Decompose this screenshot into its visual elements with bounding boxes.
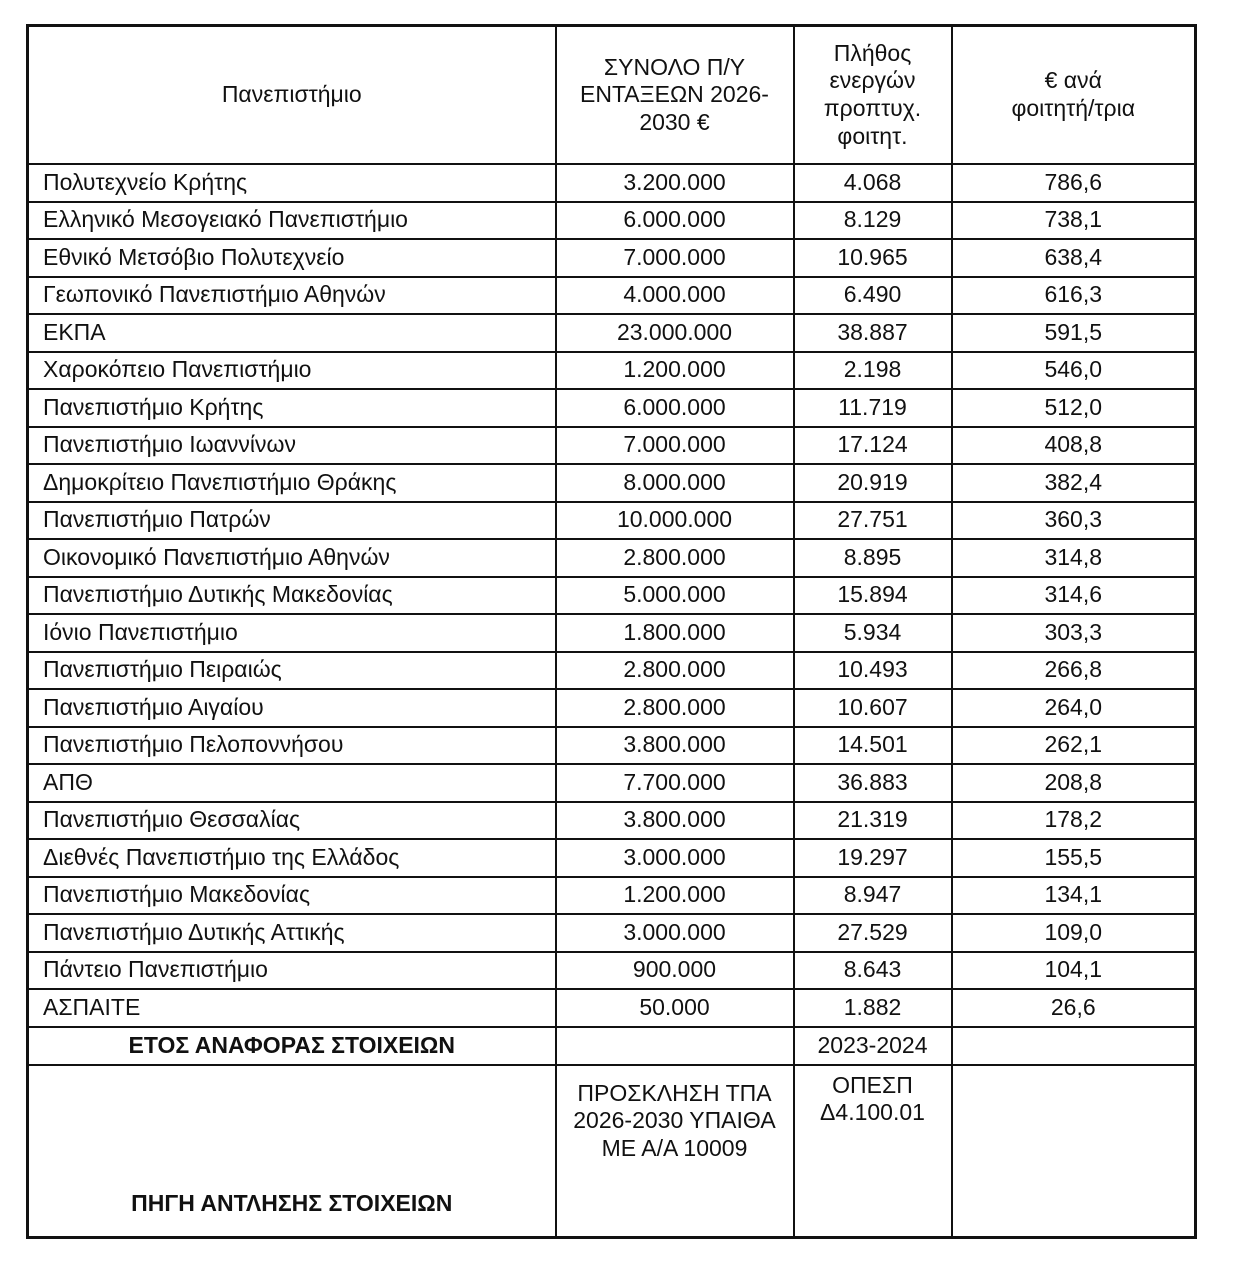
per-student-cell: 546,0 — [952, 352, 1196, 390]
total-budget-cell: 900.000 — [556, 952, 794, 990]
per-student-cell: 616,3 — [952, 277, 1196, 315]
university-name-cell: Πανεπιστήμιο Κρήτης — [28, 389, 556, 427]
table-row — [28, 652, 1196, 690]
table-row — [28, 877, 1196, 915]
students-cell: 10.607 — [794, 689, 952, 727]
table-row — [28, 464, 1196, 502]
university-name-cell: Πανεπιστήμιο Ιωαννίνων — [28, 427, 556, 465]
total-budget-cell: 7.000.000 — [556, 427, 794, 465]
students-cell: 4.068 — [794, 164, 952, 202]
table-row — [28, 239, 1196, 277]
students-cell: 27.529 — [794, 914, 952, 952]
table-row — [28, 914, 1196, 952]
students-cell: 8.129 — [794, 202, 952, 240]
per-student-cell: 109,0 — [952, 914, 1196, 952]
per-student-cell: 155,5 — [952, 839, 1196, 877]
per-student-cell: 303,3 — [952, 614, 1196, 652]
total-budget-cell: 3.800.000 — [556, 727, 794, 765]
total-budget-cell: 4.000.000 — [556, 277, 794, 315]
per-student-cell: 591,5 — [952, 314, 1196, 352]
total-budget-cell: 3.800.000 — [556, 802, 794, 840]
university-name-cell: Πανεπιστήμιο Δυτικής Αττικής — [28, 914, 556, 952]
per-student-cell: 314,8 — [952, 539, 1196, 577]
table-row — [28, 502, 1196, 540]
total-budget-cell: 2.800.000 — [556, 539, 794, 577]
students-cell: 14.501 — [794, 727, 952, 765]
per-student-cell: 266,8 — [952, 652, 1196, 690]
university-name-cell: Πανεπιστήμιο Θεσσαλίας — [28, 802, 556, 840]
per-student-cell: 262,1 — [952, 727, 1196, 765]
university-name-cell: Πανεπιστήμιο Μακεδονίας — [28, 877, 556, 915]
table-row — [28, 427, 1196, 465]
students-cell: 10.493 — [794, 652, 952, 690]
total-budget-cell: 1.200.000 — [556, 877, 794, 915]
table-row — [28, 314, 1196, 352]
data-source-label: ΠΗΓΗ ΑΝΤΛΗΣΗΣ ΣΤΟΙΧΕΙΩΝ — [28, 1065, 556, 1238]
per-student-cell: 134,1 — [952, 877, 1196, 915]
university-name-cell: ΑΠΘ — [28, 764, 556, 802]
per-student-cell: 408,8 — [952, 427, 1196, 465]
table-row — [28, 689, 1196, 727]
per-student-cell: 786,6 — [952, 164, 1196, 202]
university-name-cell: Πανεπιστήμιο Δυτικής Μακεδονίας — [28, 577, 556, 615]
data-source-empty-per-student — [952, 1065, 1196, 1238]
total-budget-cell: 6.000.000 — [556, 202, 794, 240]
total-budget-cell: 50.000 — [556, 989, 794, 1027]
total-budget-cell: 23.000.000 — [556, 314, 794, 352]
university-name-cell: Πάντειο Πανεπιστήμιο — [28, 952, 556, 990]
table-row — [28, 164, 1196, 202]
header-per-student: € ανά φοιτητή/τρια — [952, 26, 1196, 165]
students-cell: 8.947 — [794, 877, 952, 915]
per-student-cell: 208,8 — [952, 764, 1196, 802]
university-name-cell: Διεθνές Πανεπιστήμιο της Ελλάδος — [28, 839, 556, 877]
total-budget-cell: 2.800.000 — [556, 689, 794, 727]
students-cell: 8.643 — [794, 952, 952, 990]
per-student-cell: 360,3 — [952, 502, 1196, 540]
students-cell: 20.919 — [794, 464, 952, 502]
total-budget-cell: 7.000.000 — [556, 239, 794, 277]
reference-year-label: ΕΤΟΣ ΑΝΑΦΟΡΑΣ ΣΤΟΙΧΕΙΩΝ — [28, 1027, 556, 1065]
university-name-cell: Πανεπιστήμιο Πειραιώς — [28, 652, 556, 690]
table-row — [28, 577, 1196, 615]
per-student-cell: 512,0 — [952, 389, 1196, 427]
total-budget-cell: 8.000.000 — [556, 464, 794, 502]
students-cell: 11.719 — [794, 389, 952, 427]
table-row — [28, 989, 1196, 1027]
students-cell: 15.894 — [794, 577, 952, 615]
table-row — [28, 839, 1196, 877]
table-row — [28, 614, 1196, 652]
reference-year-empty-budget — [556, 1027, 794, 1065]
students-cell: 1.882 — [794, 989, 952, 1027]
header-students: Πλήθος ενεργών προπτυχ. φοιτητ. — [794, 26, 952, 165]
table-row — [28, 952, 1196, 990]
total-budget-cell: 2.800.000 — [556, 652, 794, 690]
data-source-students: ΟΠΕΣΠ Δ4.100.01 — [794, 1065, 952, 1238]
students-cell: 2.198 — [794, 352, 952, 390]
table-row — [28, 539, 1196, 577]
university-name-cell: Γεωπονικό Πανεπιστήμιο Αθηνών — [28, 277, 556, 315]
total-budget-cell: 6.000.000 — [556, 389, 794, 427]
total-budget-cell: 3.000.000 — [556, 839, 794, 877]
students-cell: 17.124 — [794, 427, 952, 465]
header-university: Πανεπιστήμιο — [28, 26, 556, 165]
reference-year-value: 2023-2024 — [794, 1027, 952, 1065]
per-student-cell: 178,2 — [952, 802, 1196, 840]
students-cell: 21.319 — [794, 802, 952, 840]
university-name-cell: Εθνικό Μετσόβιο Πολυτεχνείο — [28, 239, 556, 277]
table-row — [28, 277, 1196, 315]
total-budget-cell: 3.000.000 — [556, 914, 794, 952]
per-student-cell: 104,1 — [952, 952, 1196, 990]
per-student-cell: 738,1 — [952, 202, 1196, 240]
total-budget-cell: 7.700.000 — [556, 764, 794, 802]
students-cell: 5.934 — [794, 614, 952, 652]
table-row — [28, 764, 1196, 802]
students-cell: 6.490 — [794, 277, 952, 315]
table-row — [28, 389, 1196, 427]
university-name-cell: Χαροκόπειο Πανεπιστήμιο — [28, 352, 556, 390]
header-row — [28, 26, 1196, 165]
reference-year-empty-per-student — [952, 1027, 1196, 1065]
total-budget-cell: 1.800.000 — [556, 614, 794, 652]
table-row — [28, 202, 1196, 240]
per-student-cell: 314,6 — [952, 577, 1196, 615]
university-name-cell: ΕΚΠΑ — [28, 314, 556, 352]
students-cell: 38.887 — [794, 314, 952, 352]
students-cell: 27.751 — [794, 502, 952, 540]
university-name-cell: Πανεπιστήμιο Αιγαίου — [28, 689, 556, 727]
university-budget-table-container — [26, 24, 1197, 1239]
per-student-cell: 264,0 — [952, 689, 1196, 727]
header-total-budget: ΣΥΝΟΛΟ Π/Υ ΕΝΤΑΞΕΩΝ 2026- 2030 € — [556, 26, 794, 165]
table-row — [28, 727, 1196, 765]
students-cell: 36.883 — [794, 764, 952, 802]
per-student-cell: 638,4 — [952, 239, 1196, 277]
per-student-cell: 26,6 — [952, 989, 1196, 1027]
university-name-cell: Πανεπιστήμιο Πατρών — [28, 502, 556, 540]
table-row — [28, 352, 1196, 390]
university-name-cell: Ιόνιο Πανεπιστήμιο — [28, 614, 556, 652]
university-name-cell: Ελληνικό Μεσογειακό Πανεπιστήμιο — [28, 202, 556, 240]
total-budget-cell: 10.000.000 — [556, 502, 794, 540]
total-budget-cell: 3.200.000 — [556, 164, 794, 202]
students-cell: 19.297 — [794, 839, 952, 877]
total-budget-cell: 5.000.000 — [556, 577, 794, 615]
reference-year-row — [28, 1027, 1196, 1065]
total-budget-cell: 1.200.000 — [556, 352, 794, 390]
university-name-cell: Πανεπιστήμιο Πελοποννήσου — [28, 727, 556, 765]
table-row — [28, 802, 1196, 840]
per-student-cell: 382,4 — [952, 464, 1196, 502]
university-name-cell: Δημοκρίτειο Πανεπιστήμιο Θράκης — [28, 464, 556, 502]
students-cell: 10.965 — [794, 239, 952, 277]
university-name-cell: Πολυτεχνείο Κρήτης — [28, 164, 556, 202]
university-name-cell: ΑΣΠΑΙΤΕ — [28, 989, 556, 1027]
data-source-budget: ΠΡΟΣΚΛΗΣΗ ΤΠΑ 2026-2030 ΥΠΑΙΘΑ ΜΕ Α/Α 10009 — [556, 1065, 794, 1238]
data-source-row — [28, 1065, 1196, 1238]
university-budget-table — [26, 24, 1197, 1239]
university-name-cell: Οικονομικό Πανεπιστήμιο Αθηνών — [28, 539, 556, 577]
students-cell: 8.895 — [794, 539, 952, 577]
